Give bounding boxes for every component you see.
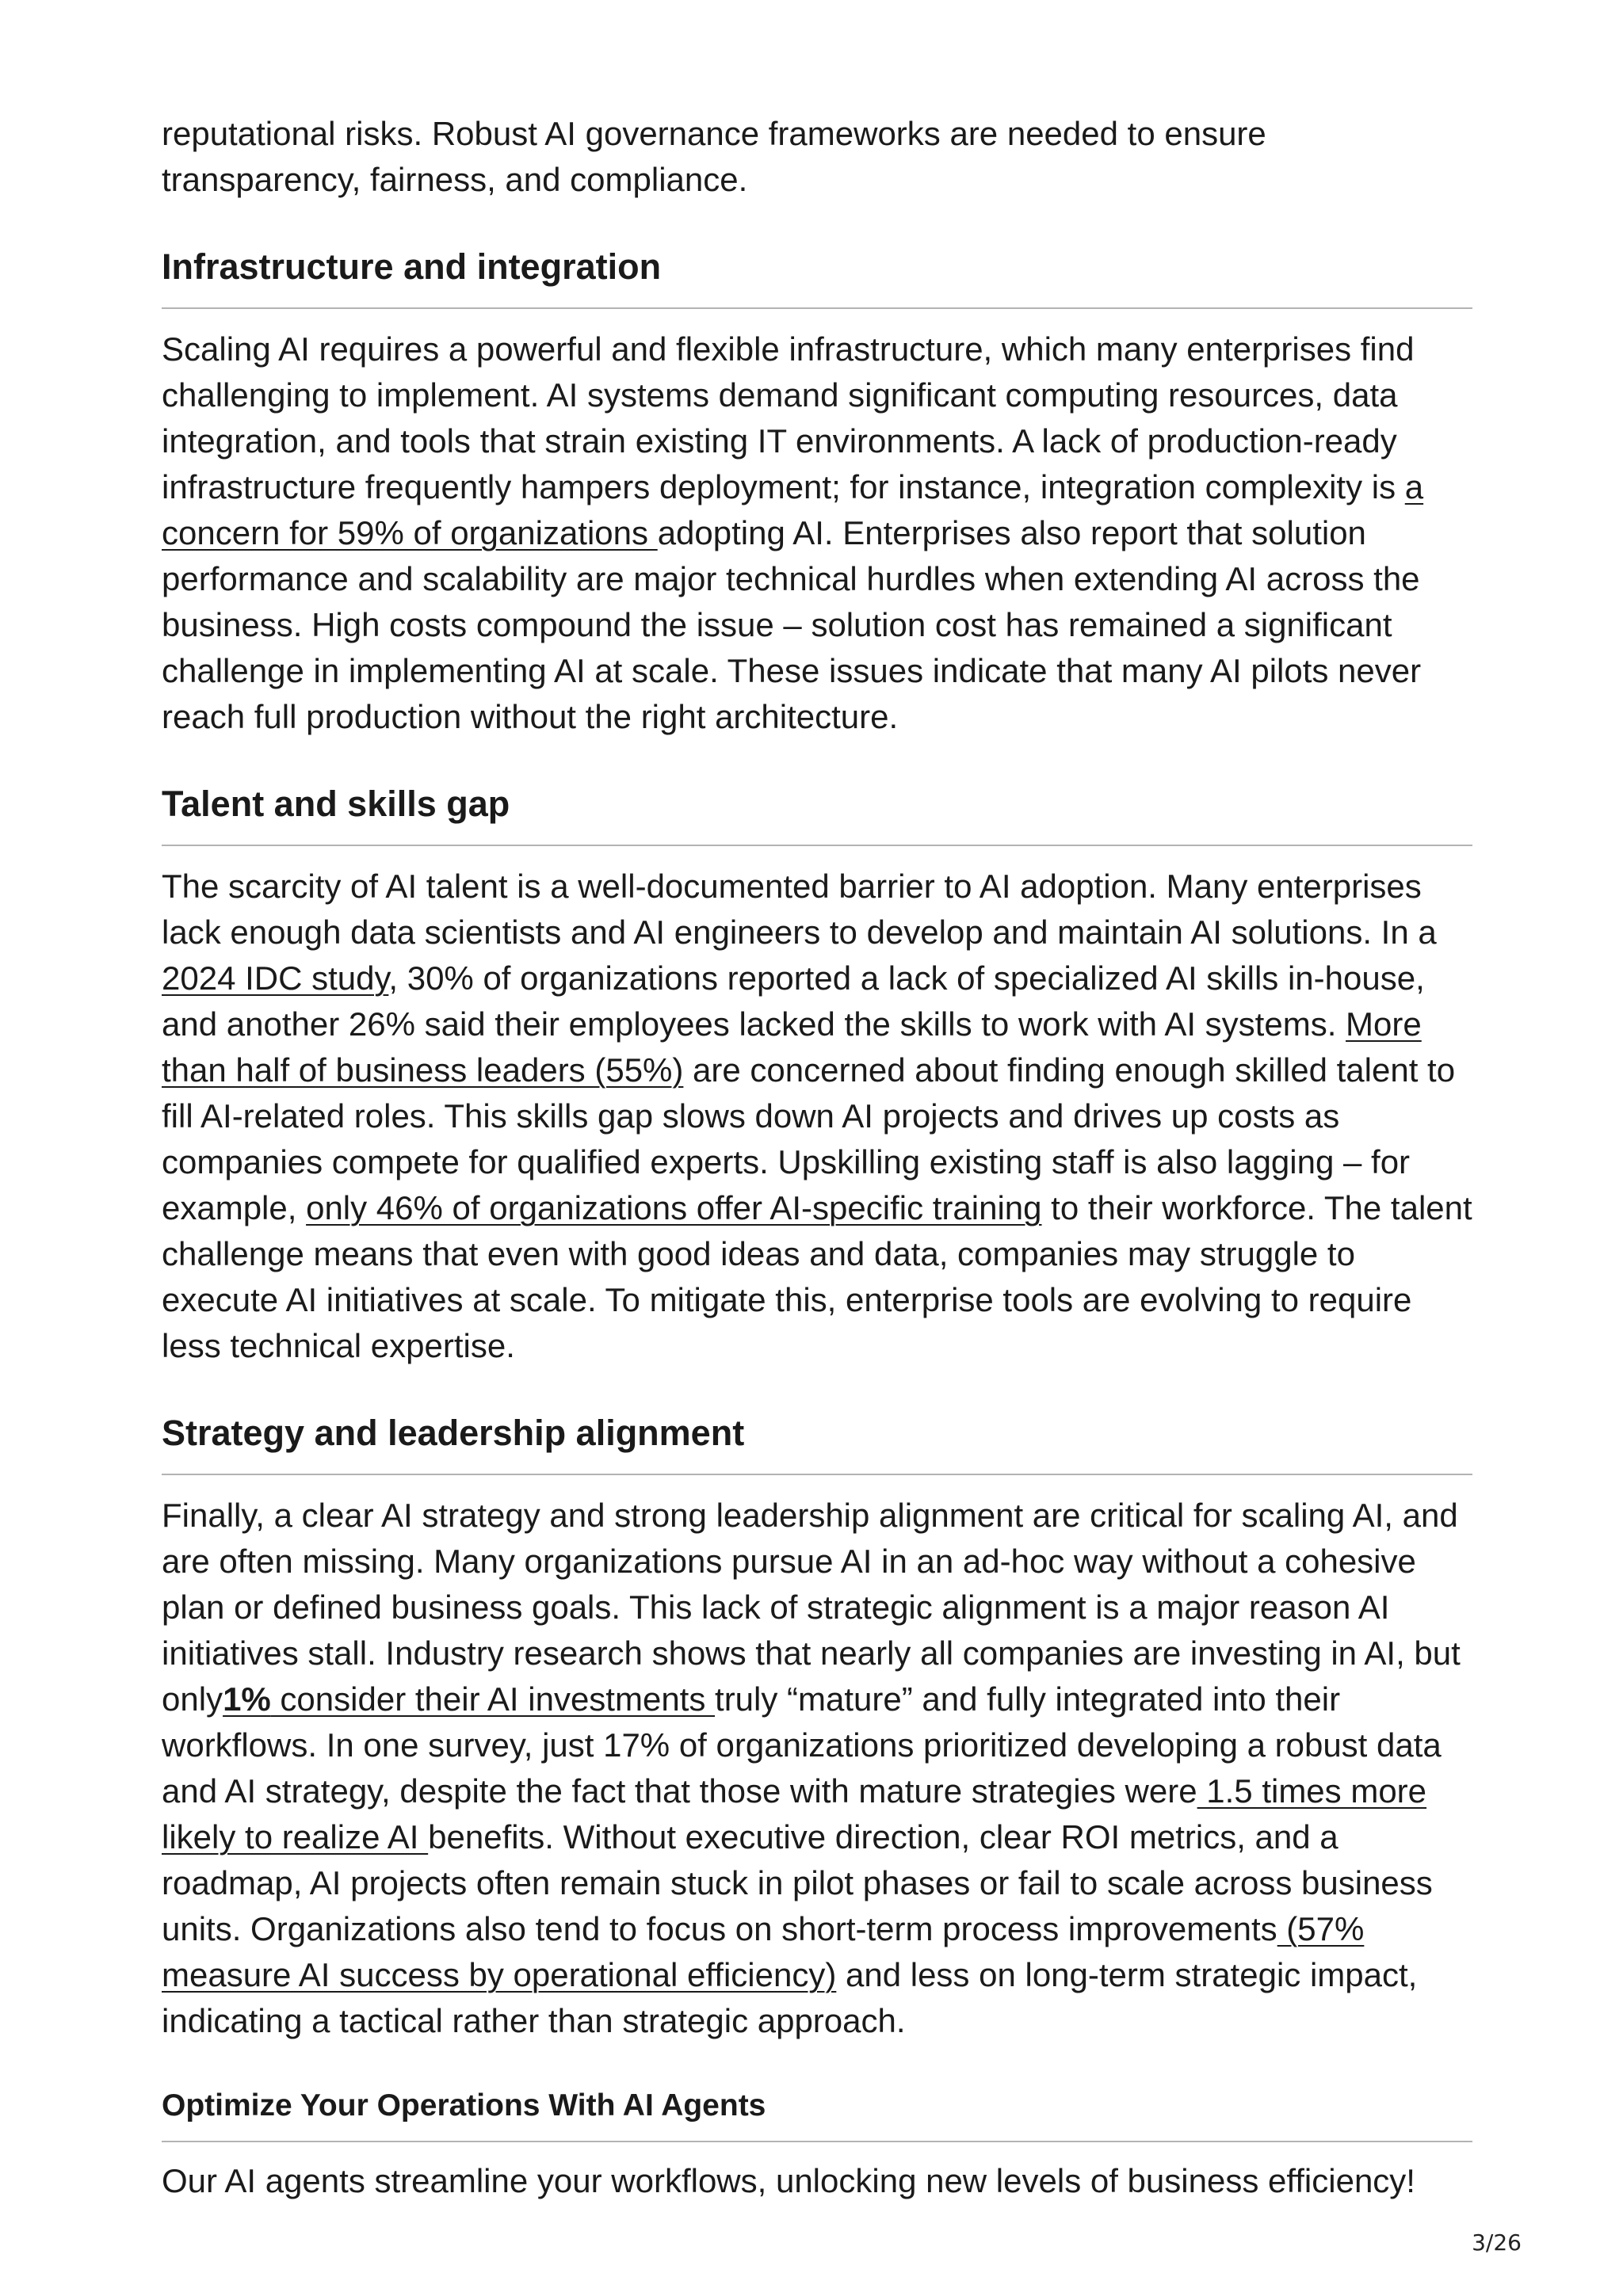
infrastructure-text-1: Scaling AI requires a powerful and flexible infrastructure, which many enterprises find challenging to implement. AI systems demand significant computing resources, data integration, and tools that strain existing IT environments. A lack of production-ready infrastructure frequently hampers deployment; for instance, integration complexity is [162, 330, 1415, 505]
cta-heading: Optimize Your Operations With AI Agents [162, 2088, 766, 2122]
operational-efficiency-link[interactable]: (57% measure AI success by operational efficiency) [162, 1910, 1365, 1993]
infrastructure-text-2: adopting AI. Enterprises also report that solution performance and scalability are major technical hurdles when extending AI across the business. High costs compound the issue – solution cost has remained a significant challenge in implementing AI at scale. These issues indicate that many AI pilots never reach full production without the right architecture. [162, 514, 1422, 735]
ai-investments-link-bold: 1% [223, 1680, 271, 1718]
strategy-text-4: and less on long-term strategic impact, indicating a tactical rather than strategic approach. [162, 1956, 1418, 2039]
talent-paragraph [162, 864, 1472, 1369]
strategy-text-2: truly “mature” and fully integrated into their workflows. In one survey, just 17% of organizations prioritized developing a robust data and AI strategy, despite the fact that those with mature strategies were [162, 1680, 1442, 1810]
infrastructure-heading: Infrastructure and integration [162, 246, 662, 287]
strategy-heading: Strategy and leadership alignment [162, 1413, 745, 1453]
ai-training-link[interactable]: only 46% of organizations offer AI-specific training [306, 1189, 1042, 1226]
business-leaders-link[interactable]: More than half of business leaders (55%) [162, 1005, 1422, 1089]
document-page [162, 111, 1472, 2204]
integration-complexity-link[interactable]: a concern for 59% of organizations [162, 468, 1424, 551]
talent-text-4: to their workforce. The talent challenge means that even with good ideas and data, companies may struggle to execute AI initiatives at scale. To mitigate this, enterprise tools are evolving to require less technical expertise. [162, 1189, 1472, 1364]
talent-text-2: , 30% of organizations reported a lack of specialized AI skills in-house, and another 26% said their employees lacked the skills to work with AI systems. [162, 959, 1425, 1043]
strategy-heading-block [162, 1409, 1472, 1475]
talent-text-1: The scarcity of AI talent is a well-documented barrier to AI adoption. Many enterprises lack enough data scientists and AI engineers to develop and maintain AI solutions. In a [162, 868, 1437, 951]
idc-study-link[interactable]: 2024 IDC study [162, 959, 389, 997]
page-number: 3/26 [1472, 2229, 1522, 2256]
mature-strategies-link[interactable]: 1.5 times more likely to realize AI [162, 1772, 1427, 1855]
strategy-text-1: Finally, a clear AI strategy and strong leadership alignment are critical for scaling AI, and are often missing. Many organizations pursue AI in an ad-hoc way without a cohesive plan or defined business goals. This lack of strategic alignment is a major reason AI initiatives stall. Industry research shows that nearly all companies are investing in AI, but only [162, 1497, 1461, 1718]
intro-paragraph: reputational risks. Robust AI governance frameworks are needed to ensure transparency, fairness, and compliance. [162, 115, 1266, 198]
cta-heading-block [162, 2084, 1472, 2142]
talent-heading-block [162, 780, 1472, 846]
ai-investments-link[interactable] [223, 1680, 715, 1718]
talent-text-3: are concerned about finding enough skilled talent to fill AI-related roles. This skills gap slows down AI projects and drives up costs as companies compete for qualified experts. Upskilling existing staff is also lagging – for example, [162, 1051, 1456, 1226]
strategy-text-3: benefits. Without executive direction, clear ROI metrics, and a roadmap, AI projects often remain stuck in pilot phases or fail to scale across business units. Organizations also tend to focus on short-term process improvements [162, 1818, 1433, 1947]
infrastructure-paragraph [162, 326, 1472, 740]
cta-paragraph: Our AI agents streamline your workflows, unlocking new levels of business efficiency! [162, 2162, 1415, 2199]
strategy-paragraph [162, 1493, 1472, 2044]
talent-heading: Talent and skills gap [162, 784, 510, 824]
ai-investments-link-text: consider their AI investments [270, 1680, 716, 1718]
infrastructure-heading-block [162, 242, 1472, 309]
